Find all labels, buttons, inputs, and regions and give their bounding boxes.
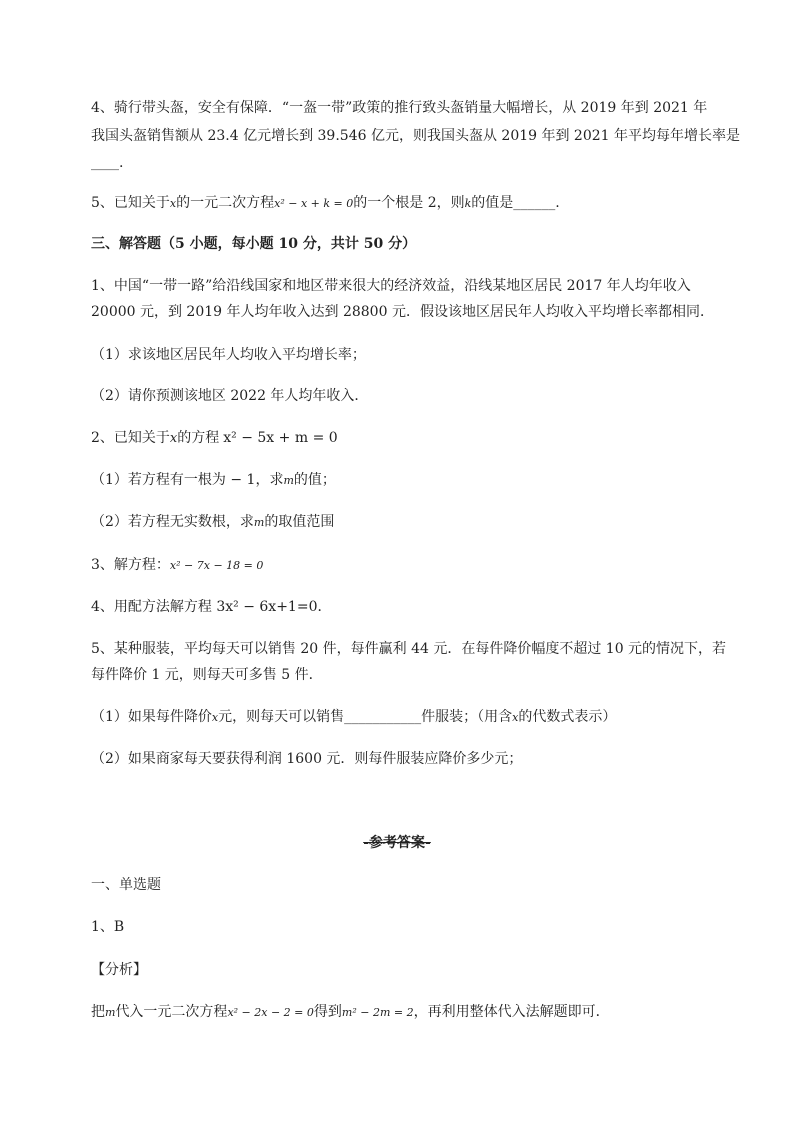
analysis-equation-1: x² − 2x − 2 = 0 <box>227 1006 314 1019</box>
p2-line1 <box>91 428 338 449</box>
p5-sub1-var: x <box>211 711 219 724</box>
answers-title: -参考答案- <box>363 835 431 851</box>
analysis-var-m: m <box>105 1006 116 1019</box>
analysis-text-4: ，再利用整体代入法解题即可． <box>413 1004 610 1020</box>
p1-line1: 1、中国“一带一路”给沿线国家和地区带来很大的经济效益，沿线某地区居民 2017 年人均年收入 <box>91 278 691 294</box>
p5-sub1-text-1: （1）如果每件降价 <box>91 709 212 725</box>
q5-fill <box>91 193 560 214</box>
answers-section1: 一、单选题 <box>91 877 161 893</box>
p2-text-2: 的方程 <box>177 430 220 446</box>
q5-text-4: 的值是______. <box>471 195 560 211</box>
p2-sub2-text-1: （2）若方程无实数根，求 <box>91 514 254 530</box>
p5-sub1-text-4: 的代数式表示） <box>518 709 617 725</box>
p2-sub2 <box>91 512 334 533</box>
p1-line2: 20000 元，到 2019 年人均年收入达到 28800 元．假设该地区居民年人均收入平均增长率都相同． <box>91 304 714 320</box>
p2-equation: x² − 5x + m = 0 <box>223 430 338 446</box>
analysis-equation-2: m² − 2m = 2 <box>341 1006 414 1019</box>
q5-equation: x² − x + k = 0 <box>274 197 354 210</box>
p5-sub2: （2）如果商家每天要获得利润 1600 元．则每件服装应降价多少元； <box>91 751 523 767</box>
p5-sub1-var2: x <box>512 711 519 724</box>
p5-sub1-blank: ___________ <box>344 709 422 725</box>
p5-sub1 <box>91 707 616 728</box>
q4-line1: 4、骑行带头盔，安全有保障．“一盔一带”政策的推行致头盔销量大幅增长，从 2019 年到 2021 年 <box>91 100 708 116</box>
p1-sub2: （2）请你预测该地区 2022 年人均年收入． <box>91 388 369 404</box>
answer-1: 1、B <box>91 919 125 935</box>
q4-line3: ____. <box>91 155 124 171</box>
p3 <box>91 555 263 576</box>
p2-sub1-text-1: （1）若方程有一根为 − 1，求 <box>91 472 284 488</box>
analysis-text-3: 得到 <box>313 1004 342 1020</box>
p2-sub2-text-2: 的取值范围 <box>264 514 335 530</box>
section3-title: 三、解答题（5 小题，每小题 10 分，共计 50 分） <box>91 236 417 252</box>
q5-var: x <box>169 197 177 210</box>
analysis-label: 【分析】 <box>91 962 147 978</box>
p3-label: 3、解方程： <box>91 557 170 573</box>
p5-sub1-text-3: 件服装；（用含 <box>421 709 513 725</box>
q5-k: k <box>464 197 472 210</box>
p2-sub2-var: m <box>253 516 265 529</box>
p2-sub1 <box>91 470 336 491</box>
analysis-text-1: 把 <box>91 1004 105 1020</box>
q4-line2: 我国头盔销售额从 23.4 亿元增长到 39.546 亿元，则我国头盔从 2019 年到 2021 年平均每年增长率是 <box>91 128 741 144</box>
analysis-text-2: 代入一元二次方程 <box>115 1004 228 1020</box>
p4-text: 4、用配方法解方程 3x² − 6x+1=0． <box>91 599 332 615</box>
q5-text-2: 的一元二次方程 <box>176 195 275 211</box>
p3-equation: x² − 7x − 18 = 0 <box>169 559 264 572</box>
p2-sub1-var: m <box>283 474 294 487</box>
q5-text-3: 的一个根是 2，则 <box>353 195 465 211</box>
p5-sub1-text-2: 元，则每天可以销售 <box>218 709 345 725</box>
p2-var: x <box>169 431 178 446</box>
p5-line2: 每件降价 1 元，则每天可多售 5 件． <box>91 667 323 683</box>
p1-sub1: （1）求该地区居民年人均收入平均增长率； <box>91 347 366 363</box>
p2-sub1-text-2: 的值； <box>293 472 336 488</box>
p5-line1: 5、某种服装，平均每天可以销售 20 件，每件赢利 44 元．在每件降价幅度不超过 10 元的情况下，若 <box>91 641 727 657</box>
q5-text-1: 5、已知关于 <box>91 195 170 211</box>
analysis-text <box>91 1002 610 1023</box>
p2-text-1: 2、已知关于 <box>91 430 170 446</box>
